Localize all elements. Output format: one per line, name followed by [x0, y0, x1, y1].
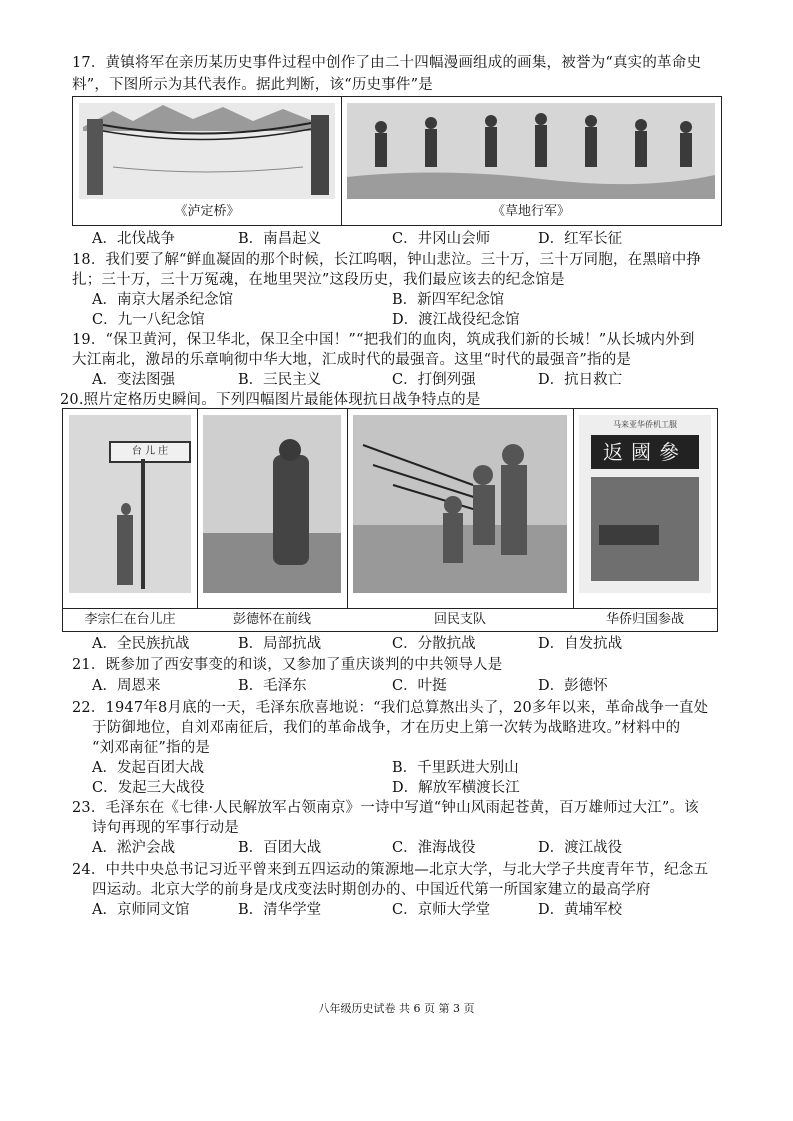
- q24-option-b[interactable]: B．清华学堂: [238, 902, 322, 918]
- q21-option-a[interactable]: A．周恩来: [92, 678, 161, 694]
- q24-stem-line-2: 四运动。北京大学的前身是戊戌变法时期创办的、中国近代第一所国家建立的最高学府: [92, 882, 651, 898]
- taierzhuang-sign: 台 儿 庄: [109, 441, 191, 463]
- caption-grassland-march: 《草地行军》: [491, 204, 570, 219]
- q19-option-b[interactable]: B．三民主义: [238, 372, 322, 388]
- q23-stem-line-1: 23．毛泽东在《七律·人民解放军占领南京》一诗中写道“钟山风雨起苍黄，百万雄师过大江”。该: [72, 800, 699, 816]
- poster-title: 返國參: [591, 435, 699, 469]
- q23-option-b[interactable]: B．百团大战: [238, 840, 322, 856]
- grassland-march-illustration: [341, 97, 721, 225]
- q19-stem-line-1: 19．“保卫黄河，保卫华北，保卫全中国！”“把我们的血肉，筑成我们新的长城！”从长城内外到: [72, 332, 695, 348]
- q17-option-a[interactable]: A．北伐战争: [92, 231, 175, 247]
- photo-muslim-detachment-image: [353, 415, 567, 593]
- q21-option-b[interactable]: B．毛泽东: [238, 678, 307, 694]
- q23-stem-line-2: 诗句再现的军事行动是: [92, 820, 239, 836]
- q22-stem-line-1: 22．1947年8月底的一天，毛泽东欣喜地说：“我们总算熬出头了，20多年以来，革命战争一直处: [72, 700, 709, 716]
- q23-option-c[interactable]: C．淮海战役: [392, 840, 476, 856]
- q17-stem-line-2: 料”，下图所示为其代表作。据此判断，该“历史事件”是: [72, 77, 433, 93]
- q18-option-c[interactable]: C．九一八纪念馆: [92, 312, 205, 328]
- q24-option-a[interactable]: A．京师同文馆: [92, 902, 190, 918]
- caption-li-zongren: 李宗仁在台儿庄: [63, 608, 197, 631]
- q22-option-b[interactable]: B．千里跃进大别山: [392, 760, 519, 776]
- q21-stem: 21．既参加了西安事变的和谈，又参加了重庆谈判的中共领导人是: [72, 657, 503, 673]
- photo-peng-dehuai-image: [203, 415, 341, 593]
- poster-subtitle: 马来亚华侨机工服: [613, 420, 677, 429]
- q17-stem-line-1: 17．黄镇将军在亲历某历史事件过程中创作了由二十四幅漫画组成的画集，被誉为“真实的革命史: [72, 55, 702, 71]
- q18-stem-line-1: 18．我们要了解“鲜血凝固的那个时候，长江呜咽，钟山悲泣。三十万，三十万同胞，在黑暗中挣: [72, 252, 702, 268]
- photo-peng-dehuai: [197, 409, 348, 631]
- q24-option-d[interactable]: D．黄埔军校: [538, 902, 623, 918]
- grassland-march-drawing: [341, 97, 721, 201]
- q20-option-d[interactable]: D．自发抗战: [538, 636, 623, 652]
- q20-option-c[interactable]: C．分散抗战: [392, 636, 476, 652]
- muslim-detachment-drawing: [353, 415, 567, 593]
- q18-option-d[interactable]: D．渡江战役纪念馆: [392, 312, 520, 328]
- caption-peng-dehuai: 彭德怀在前线: [197, 608, 347, 631]
- page-footer: 八年级历史试卷 共 6 页 第 3 页: [318, 1002, 475, 1015]
- q22-option-a[interactable]: A．发起百团大战: [92, 760, 204, 776]
- q17-figure: [72, 96, 722, 226]
- q17-option-d[interactable]: D．红军长征: [538, 231, 623, 247]
- q19-stem-line-2: 大江南北，激昂的乐章响彻中华大地，汇成时代的最强音。这里“时代的最强音”指的是: [72, 352, 632, 368]
- q18-option-b[interactable]: B．新四军纪念馆: [392, 292, 505, 308]
- q18-stem-line-2: 扎；三十万，三十万冤魂，在地里哭泣”这段历史，我们最应该去的纪念馆是: [72, 272, 565, 288]
- caption-luding-bridge: 《泸定桥》: [174, 204, 240, 219]
- q22-option-d[interactable]: D．解放军横渡长江: [392, 780, 520, 796]
- q23-option-d[interactable]: D．渡江战役: [538, 840, 623, 856]
- photo-li-zongren-image: [69, 415, 191, 593]
- q20-stem: 20.照片定格历史瞬间。下列四幅图片最能体现抗日战争特点的是: [60, 392, 481, 408]
- q24-stem-line-1: 24．中共中央总书记习近平曾来到五四运动的策源地—北京大学，与北大学子共度青年节，纪念五: [72, 862, 709, 878]
- q17-option-c[interactable]: C．井冈山会师: [392, 231, 491, 247]
- q23-option-a[interactable]: A．淞沪会战: [92, 840, 175, 856]
- q19-option-d[interactable]: D．抗日救亡: [538, 372, 623, 388]
- q20-photo-grid: [62, 408, 718, 632]
- q22-option-c[interactable]: C．发起三大战役: [92, 780, 205, 796]
- q24-option-c[interactable]: C．京师大学堂: [392, 902, 491, 918]
- q22-stem-line-3: “刘邓南征”指的是: [92, 740, 211, 756]
- q19-option-c[interactable]: C．打倒列强: [392, 372, 476, 388]
- caption-muslim-detachment: 回民支队: [347, 608, 573, 631]
- caption-overseas-chinese: 华侨归国参战: [573, 608, 717, 631]
- q22-stem-line-2: 于防御地位，自刘邓南征后，我们的革命战争，才在历史上第一次转为战略进攻。”材料中的: [92, 720, 681, 736]
- q21-option-c[interactable]: C．叶挺: [392, 678, 447, 694]
- q21-option-d[interactable]: D．彭德怀: [538, 678, 608, 694]
- photo-muslim-detachment: [347, 409, 574, 631]
- q17-option-b[interactable]: B．南昌起义: [238, 231, 322, 247]
- q18-option-a[interactable]: A．南京大屠杀纪念馆: [92, 292, 233, 308]
- luding-bridge-drawing: [73, 97, 341, 201]
- q19-option-a[interactable]: A．变法图强: [92, 372, 175, 388]
- luding-bridge-illustration: [73, 97, 342, 225]
- photo-overseas-chinese-image: [579, 415, 711, 593]
- photo-overseas-chinese: [573, 409, 717, 631]
- q20-option-b[interactable]: B．局部抗战: [238, 636, 322, 652]
- q20-option-a[interactable]: A．全民族抗战: [92, 636, 190, 652]
- photo-li-zongren: [63, 409, 198, 631]
